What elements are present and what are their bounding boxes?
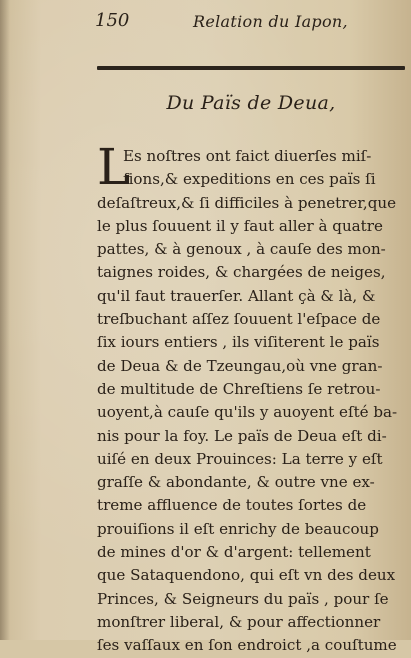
running-title: Relation du Iapon, <box>193 12 348 31</box>
text-line: qu'il faut trauerſer. Allant çà & là, & <box>97 286 376 305</box>
text-line: prouiſions il eſt enrichy de beaucoup <box>97 519 379 538</box>
text-line: treme affluence de toutes ſortes de <box>97 496 367 515</box>
text-line: treſbuchant aſſez ſouuent l'eſpace de <box>97 310 381 329</box>
binding-shadow <box>0 0 10 640</box>
text-line: uoyent,à cauſe qu'ils y auoyent eſté ba- <box>97 403 398 422</box>
page-number: 150 <box>95 10 130 31</box>
text-line: ſes vaſſaux en ſon endroict ,a couſtume <box>97 636 397 655</box>
section-title: Du Païs de Deua, <box>166 92 336 114</box>
text-line: monſtrer liberal, & pour affectionner <box>97 612 381 631</box>
text-line: Princes, & Seigneurs du païs , pour ſe <box>97 589 389 608</box>
text-line: que Sataquendono, qui eſt vn des deux <box>97 566 396 585</box>
text-line: de Deua & de Tzeungau,où vne gran- <box>97 356 383 375</box>
running-head <box>95 10 399 38</box>
text-line: le plus ſouuent il y faut aller à quatre <box>97 216 383 235</box>
header-rule <box>97 66 405 70</box>
text-line: taignes roides, & chargées de neiges, <box>97 263 386 282</box>
text-line: pattes, & à genoux , à cauſe des mon- <box>97 240 386 259</box>
text-line: nis pour la foy. Le païs de Deua eſt di- <box>97 426 387 445</box>
text-line: ſions,& expeditions en ces païs ſi <box>123 170 376 189</box>
drop-cap: L <box>97 138 131 196</box>
text-line: de mines d'or & d'argent: tellement <box>97 543 371 562</box>
body-text <box>97 145 403 658</box>
text-line: deſaſtreux,& ſi difficiles à penetrer,que <box>97 193 397 212</box>
text-line: de multitude de Chreſtiens ſe retrou- <box>97 379 381 398</box>
text-line: graſſe & abondante, & outre vne ex- <box>97 473 375 492</box>
text-line: Es noſtres ont faict diuerſes miſ- <box>123 147 372 165</box>
text-line: ſix iours entiers , ils viſiterent le païs <box>97 333 380 352</box>
text-line: uiſé en deux Prouinces: La terre y eſt <box>97 449 383 468</box>
